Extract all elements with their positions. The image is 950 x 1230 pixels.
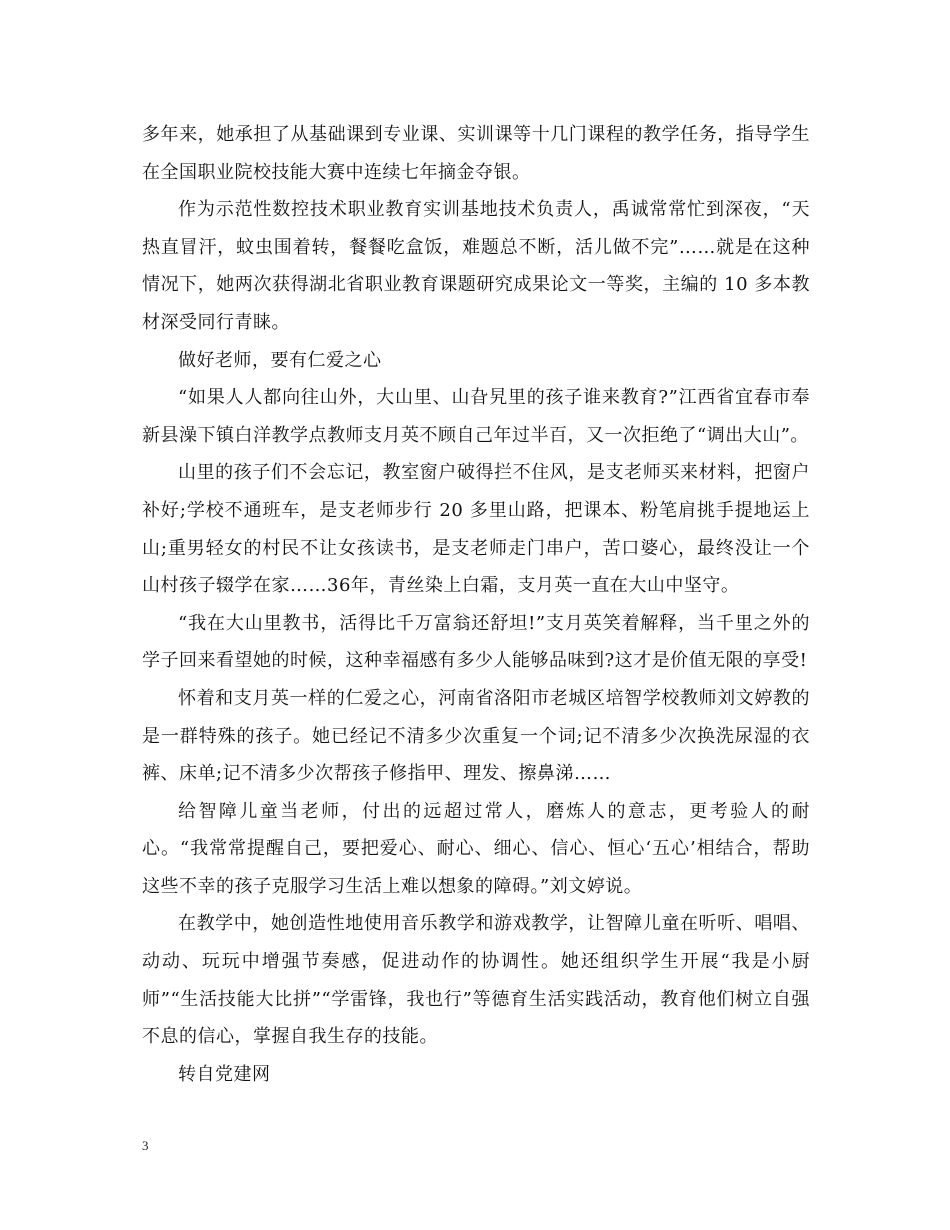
paragraph-4: “如果人人都向往山外，大山里、山旮旯里的孩子谁来教育?”江西省宜春市奉新县澡下镇白洋教学点教师支月英不顾自己年过半百，又一次拒绝了“调出大山”。 xyxy=(142,387,810,446)
paragraph-5: 山里的孩子们不会忘记，教室窗户破得拦不住风，是支老师买来材料，把窗户补好;学校不通班车，是支老师步行 20 多里山路，把课本、粉笔肩挑手提地运上山;重男轻女的村民不让女孩读书，是支老师走门串户，苦口婆心，最终没让一个山村孩子辍学在家……36年，青丝染上白霜，支月英一直在大山中坚守。 xyxy=(142,462,810,597)
source-note: 转自党建网 xyxy=(178,1063,271,1085)
paragraph-9: 在教学中，她创造性地使用音乐教学和游戏教学，让智障儿童在听听、唱唱、动动、玩玩中增强节奏感，促进动作的协调性。她还组织学生开展“我是小厨师”“生活技能大比拼”“学雷锋，我也行”等德育生活实践活动，教育他们树立自强不息的信心，掌握自我生存的技能。 xyxy=(142,913,810,1048)
paragraph-8: 给智障儿童当老师，付出的远超过常人，磨炼人的意志，更考验人的耐心。“我常常提醒自己，要把爱心、耐心、细心、信心、恒心‘五心’相结合，帮助这些不幸的孩子克服学习生活上难以想象的障碍。”刘文婷说。 xyxy=(142,800,810,897)
document-body xyxy=(142,116,810,1093)
paragraph-6: “我在大山里教书，活得比千万富翁还舒坦!”支月英笑着解释，当千里之外的学子回来看望她的时候，这种幸福感有多少人能够品味到?这才是价值无限的享受! xyxy=(142,612,810,672)
paragraph-2: 作为示范性数控技术职业教育实训基地技术负责人，禹诚常常忙到深夜，“天热直冒汗，蚊虫围着转，餐餐吃盒饭，难题总不断，活儿做不完”……就是在这种情况下，她两次获得湖北省职业教育课题研究成果论文一等奖，主编的 10 多本教材深受同行青睐。 xyxy=(142,199,810,333)
paragraph-1: 多年来，她承担了从基础课到专业课、实训课等十几门课程的教学任务，指导学生在全国职业院校技能大赛中连续七年摘金夺银。 xyxy=(142,124,810,183)
page-number: 3 xyxy=(142,1138,149,1153)
section-heading: 做好老师，要有仁爱之心 xyxy=(178,349,382,371)
paragraph-7: 怀着和支月英一样的仁爱之心，河南省洛阳市老城区培智学校教师刘文婷教的是一群特殊的孩子。她已经记不清多少次重复一个词;记不清多少次换洗尿湿的衣裤、床单;记不清多少次帮孩子修指甲、理发、擦鼻涕…… xyxy=(142,687,810,785)
